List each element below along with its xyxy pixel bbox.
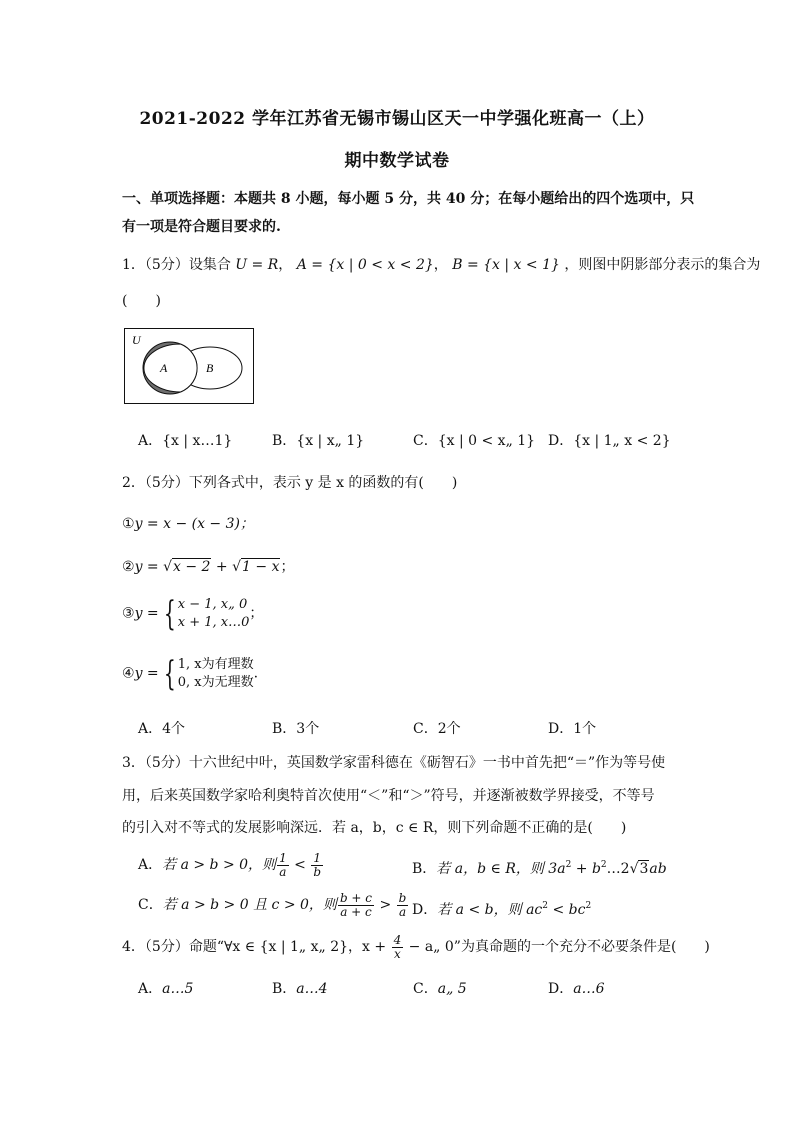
q2-item4-brace: { xyxy=(163,653,176,694)
q3-option-b[interactable]: B．若 a，b ∈ R，则 $3a^2$ + $b^2\dots 2√3ab$ xyxy=(412,860,667,877)
q4-option-c[interactable]: C．a„ 5 xyxy=(413,981,467,997)
q1-set-u: U = R xyxy=(235,257,279,273)
q4-stem: 4．（5分）命题“∀x ∈ {x | 1„ x„ 2}，x + $\frac{4}{x}$ − a„ 0”为真命题的一个充分不必要条件是( ) xyxy=(122,933,710,961)
q3-line1: 3．（5分）十六世纪中叶，英国数学家雷科德在《砺智石》一书中首先把“＝”作为等号使 xyxy=(122,755,666,771)
section-heading-line2: 有一项是符合题目要求的. xyxy=(122,219,281,235)
exam-title-line2: 期中数学试卷 xyxy=(344,151,450,171)
q4-option-a[interactable]: A．a…5 xyxy=(138,981,194,997)
q3-line2: 用，后来英国数学家哈利奥特首次使用“＜”和“＞”符号，并逐渐被数学界接受，不等号 xyxy=(122,788,655,804)
q2-option-d[interactable]: D．1个 xyxy=(548,721,597,737)
q1-stem-prefix: 1．（5分）设集合 xyxy=(122,257,231,273)
q3-line3: 的引入对不等式的发展影响深远．若 a，b，c ∈ R，则下列命题不正确的是( ) xyxy=(122,820,627,836)
q1-stem-suffix: ，则图中阴影部分表示的集合为 xyxy=(564,257,761,273)
venn-diagram xyxy=(124,328,254,404)
q2-option-c[interactable]: C．2个 xyxy=(413,721,461,737)
q1-set-b: B = {x | x < 1} xyxy=(452,257,560,273)
q2-item2-radical1: x − 2 xyxy=(173,559,211,575)
q3-option-c[interactable]: C．若 a > b > 0 且 c > 0，则 $\frac{b + c}{a + c}$ > $\frac{b}{a}$ xyxy=(138,891,407,919)
q2-item4-cases: 1, x为有理数 0, x为无理数 xyxy=(177,657,254,690)
q1-stem: 1．（5分）设集合 U = R， A = {x | 0 < x < 2}， B = {x | x < 1} ，则图中阴影部分表示的集合为 xyxy=(122,257,761,273)
q1-set-a: A = {x | 0 < x < 2} xyxy=(296,257,434,273)
q2-item4: ④y = { 1, x为有理数 0, x为无理数 . xyxy=(122,653,259,694)
q4-option-b[interactable]: B．a…4 xyxy=(272,981,328,997)
venn-label-b: B xyxy=(206,361,214,375)
q1-option-c[interactable]: C．{x | 0 < x„ 1} xyxy=(413,433,536,449)
q2-option-a[interactable]: A．4个 xyxy=(138,721,186,737)
section-heading-line1: 一、单项选择题：本题共 8 小题，每小题 5 分，共 40 分；在每小题给出的四个选项中，只 xyxy=(122,191,695,207)
q1-option-d[interactable]: D．{x | 1„ x < 2} xyxy=(548,433,671,449)
q2-item3-cases: x − 1, x„ 0 x + 1, x…0 xyxy=(177,597,250,630)
exam-title-line1: 2021-2022 学年江苏省无锡市锡山区天一中学强化班高一（上） xyxy=(139,109,655,129)
q3-option-d[interactable]: D．若 a < b，则 $ac^2 < bc^2$ xyxy=(412,901,592,918)
q2-item2-radical2: 1 − x xyxy=(242,559,280,575)
q3-option-a[interactable]: A．若 a > b > 0，则 $\frac{1}{a}$ < $\frac{1}{b}$ xyxy=(138,851,322,879)
q1-option-b[interactable]: B．{x | x„ 1} xyxy=(272,433,365,449)
q2-option-b[interactable]: B．3个 xyxy=(272,721,320,737)
q2-item2: ②y = √x − 2 + √1 − x； xyxy=(122,559,295,575)
q2-stem: 2．（5分）下列各式中，表示 y 是 x 的函数的有( ) xyxy=(122,475,458,491)
q4-option-d[interactable]: D．a…6 xyxy=(548,981,605,997)
q2-item1: ①y = x − (x − 3)； xyxy=(122,516,254,532)
q2-item3-brace: { xyxy=(163,593,176,634)
venn-label-a: A xyxy=(160,361,168,375)
q2-item3: ③y = { x − 1, x„ 0 x + 1, x…0 ； xyxy=(122,593,264,634)
q1-answer-paren: ( ) xyxy=(122,293,161,309)
q1-option-a[interactable]: A．{x | x…1} xyxy=(138,433,233,449)
venn-label-u: U xyxy=(132,333,141,347)
